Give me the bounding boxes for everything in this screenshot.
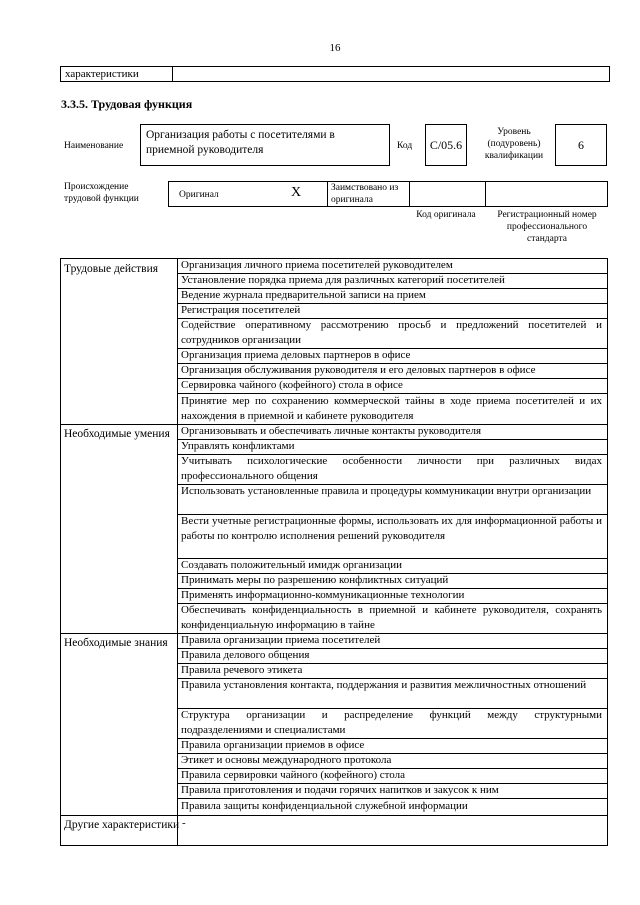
knowledge-item: Правила установления контакта, поддержания и развития межличностных отношений [181,679,587,691]
knowledge-item: Правила сервировки чайного (кофейного) стола [181,769,406,781]
page-number: 16 [329,42,341,54]
skill-item: Организовывать и обеспечивать личные контакты руководителя [181,425,482,437]
labor-action-item: Регистрация посетителей [181,304,301,316]
knowledge-item: Правила защиты конфиденциальной служебной информации [181,800,468,812]
original-code-caption: Код оригинала [416,210,476,220]
name-label: Наименование [64,141,124,151]
qualification-level: 6 [555,124,607,166]
origin-divider [409,182,410,206]
labor-action-item: Организация обслуживания руководителя и его деловых партнеров в офисе [181,364,536,376]
required-skills-label: Необходимые умения [64,428,170,440]
other-characteristics-value: - [182,817,186,829]
labor-action-item: Установление порядка приема для различных категорий посетителей [181,274,505,286]
knowledge-item: Правила речевого этикета [181,664,303,676]
labor-action-item: Организация личного приема посетителей руководителем [181,259,453,271]
labor-action-item: Ведение журнала предварительной записи на прием [181,289,426,301]
knowledge-item: Этикет и основы международного протокола [181,754,392,766]
origin-divider [485,182,486,206]
function-name: Организация работы с посетителями в приемной руководителя [140,124,390,166]
previous-row-label: характеристики [65,68,139,80]
level-label: Уровень (подуровень) квалификации [484,127,544,161]
knowledge-item: Правила приготовления и подачи горячих напитков и закусок к ним [181,784,499,796]
borrowed-label: Заимствовано из оригинала [331,183,399,205]
function-code: С/05.6 [425,124,467,166]
other-characteristics-label: Другие характеристики [64,819,180,831]
origin-divider [327,182,328,206]
origin-row [168,181,608,207]
labor-action-item: Сервировка чайного (кофейного) стола в офисе [181,379,403,391]
labor-actions-label: Трудовые действия [64,263,159,275]
code-label: Код [397,141,413,151]
skill-item: Использовать установленные правила и процедуры коммуникации внутри организации [181,485,592,497]
skill-item: Управлять конфликтами [181,440,295,452]
section-title: 3.3.5. Трудовая функция [61,97,193,111]
knowledge-item: Правила организации приемов в офисе [181,739,365,751]
labor-action-item: Организация приема деловых партнеров в офисе [181,349,411,361]
skill-item: Учитывать психологические особенности личности при различных видах профессионального общения [181,455,602,482]
knowledge-item: Правила делового общения [181,649,310,661]
registration-number-caption: Регистрационный номер профессионального стандарта [497,210,597,244]
previous-table-row [60,66,610,82]
skill-item: Применять информационно-коммуникационные технологии [181,589,465,601]
skill-item: Обеспечивать конфиденциальность в приемной и кабинете руководителя, сохранять конфиденциальную информацию в тайне [181,604,602,631]
knowledge-item: Правила организации приема посетителей [181,634,381,646]
table-column-divider [177,258,178,846]
column-divider [172,67,173,81]
labor-action-item: Содействие оперативному рассмотрению просьб и предложений посетителей и сотрудников организации [181,319,602,346]
labor-action-item: Принятие мер по сохранению коммерческой тайны в ходе приема посетителей и их нахождения в приемной и кабинете руководителя [181,395,602,422]
original-label: Оригинал [179,190,219,200]
required-knowledge-label: Необходимые знания [64,637,168,649]
skill-item: Создавать положительный имидж организации [181,559,402,571]
knowledge-item: Структура организации и распределение функций между структурными подразделениями и специалистами [181,709,602,736]
original-mark: X [291,185,302,200]
origin-label: Происхождение трудовой функции [64,182,139,204]
skill-item: Вести учетные регистрационные формы, использовать их для информационной работы и работы по контролю исполнения решений руководителя [181,515,602,542]
skill-item: Принимать меры по разрешению конфликтных ситуаций [181,574,449,586]
